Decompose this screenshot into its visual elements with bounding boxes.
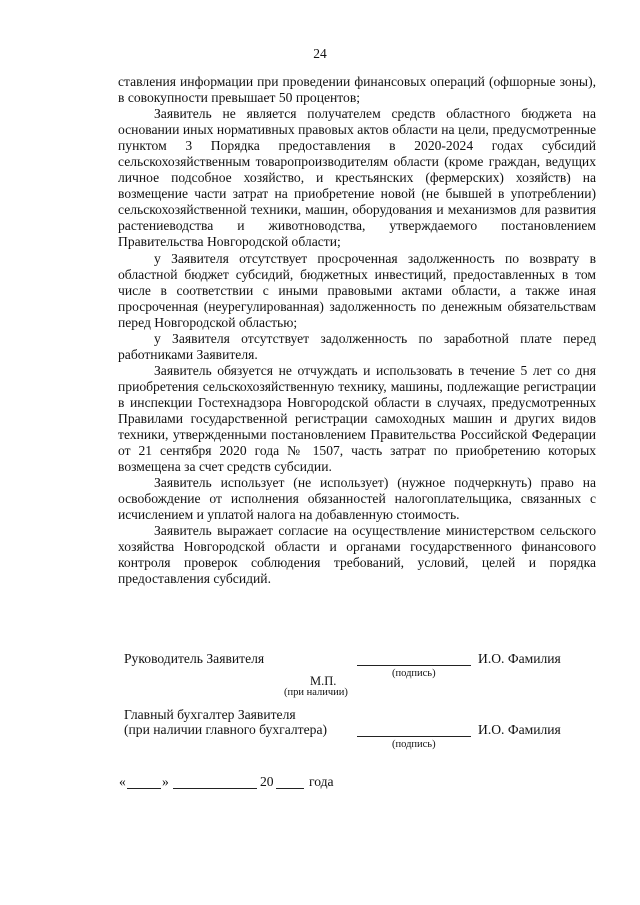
paragraph-not-recipient: Заявитель не является получателем средств областного бюджета на основании иных нормативных правовых актов области на цели, предусмотренные пунктом 3 Порядка предоставления в 2020-2024 годах субсидий сельскохозяйственным товаропроизводителям области (кроме граждан, ведущих личное подсобное хозяйство, и крестьянских (фермерских) хозяйств) на возмещение части затрат на приобретение новой (не бывшей в употреблении) сельскохозяйственной техники, машин, оборудования и механизмов для развития растениеводства и животноводства, утверждаемого постановлением Правительства Новгородской области; — [118, 106, 596, 250]
paragraph-vat: Заявитель использует (не использует) (нужное подчеркнуть) право на освобождение от исполнения обязанностей налогоплательщика, связанных с исчислением и уплатой налога на добавленную стоимость. — [118, 475, 596, 523]
page-number: 24 — [313, 46, 327, 61]
accountant-label: Главный бухгалтер Заявителя — [124, 707, 296, 722]
accountant-signature-line — [357, 736, 471, 737]
paragraph-consent: Заявитель выражает согласие на осуществление министерством сельского хозяйства Новгородской области и органами государственного финансового контроля проверок соблюдения требований, условий, целей и порядка предоставления субсидий. — [118, 523, 596, 587]
paragraph-obligation: Заявитель обязуется не отчуждать и использовать в течение 5 лет со дня приобретения сельскохозяйственную технику, машины, подлежащие регистрации в инспекции Гостехнадзора Новгородской области в случаях, предусмотренных Правилами государственной регистрации самоходных машин и других видов техники, утвержденными постановлением Правительства Российской Федерации от 21 сентября 2020 года № 1507, часть затрат по приобретению которых возмещена за счет средств субсидии. — [118, 362, 596, 475]
document-body — [118, 74, 596, 588]
head-name: И.О. Фамилия — [478, 651, 561, 666]
head-label: Руководитель Заявителя — [124, 651, 265, 666]
paragraph-no-overdue-debt: у Заявителя отсутствует просроченная задолженность по возврату в областной бюджет субсидий, бюджетных инвестиций, предоставленных в том числе в соответствии с иными правовыми актами области, а также иная просроченная (неурегулированная) задолженность по денежным обязательствам перед Новгородской областью; — [118, 250, 596, 330]
date-year-blank — [276, 788, 304, 789]
stamp-note: (при наличии) — [284, 687, 348, 698]
date-open-quote: « — [119, 774, 126, 789]
accountant-signature-caption: (подпись) — [392, 739, 436, 750]
accountant-name: И.О. Фамилия — [478, 722, 561, 737]
head-signature-caption: (подпись) — [392, 668, 436, 679]
date-year-prefix: 20 — [260, 774, 274, 789]
date-year-suffix: года — [309, 774, 334, 789]
paragraph-no-wage-debt: у Заявителя отсутствует задолженность по заработной плате перед работниками Заявителя. — [118, 330, 596, 362]
stamp-label: М.П. — [310, 674, 337, 688]
date-month-blank — [173, 788, 257, 789]
date-day-blank — [127, 788, 161, 789]
accountant-label-note: (при наличии главного бухгалтера) — [124, 722, 328, 737]
date-close-quote: » — [162, 774, 169, 789]
paragraph-offshore: ставления информации при проведении финансовых операций (офшорные зоны), в совокупности превышает 50 процентов; — [118, 74, 596, 106]
head-signature-line — [357, 665, 471, 666]
